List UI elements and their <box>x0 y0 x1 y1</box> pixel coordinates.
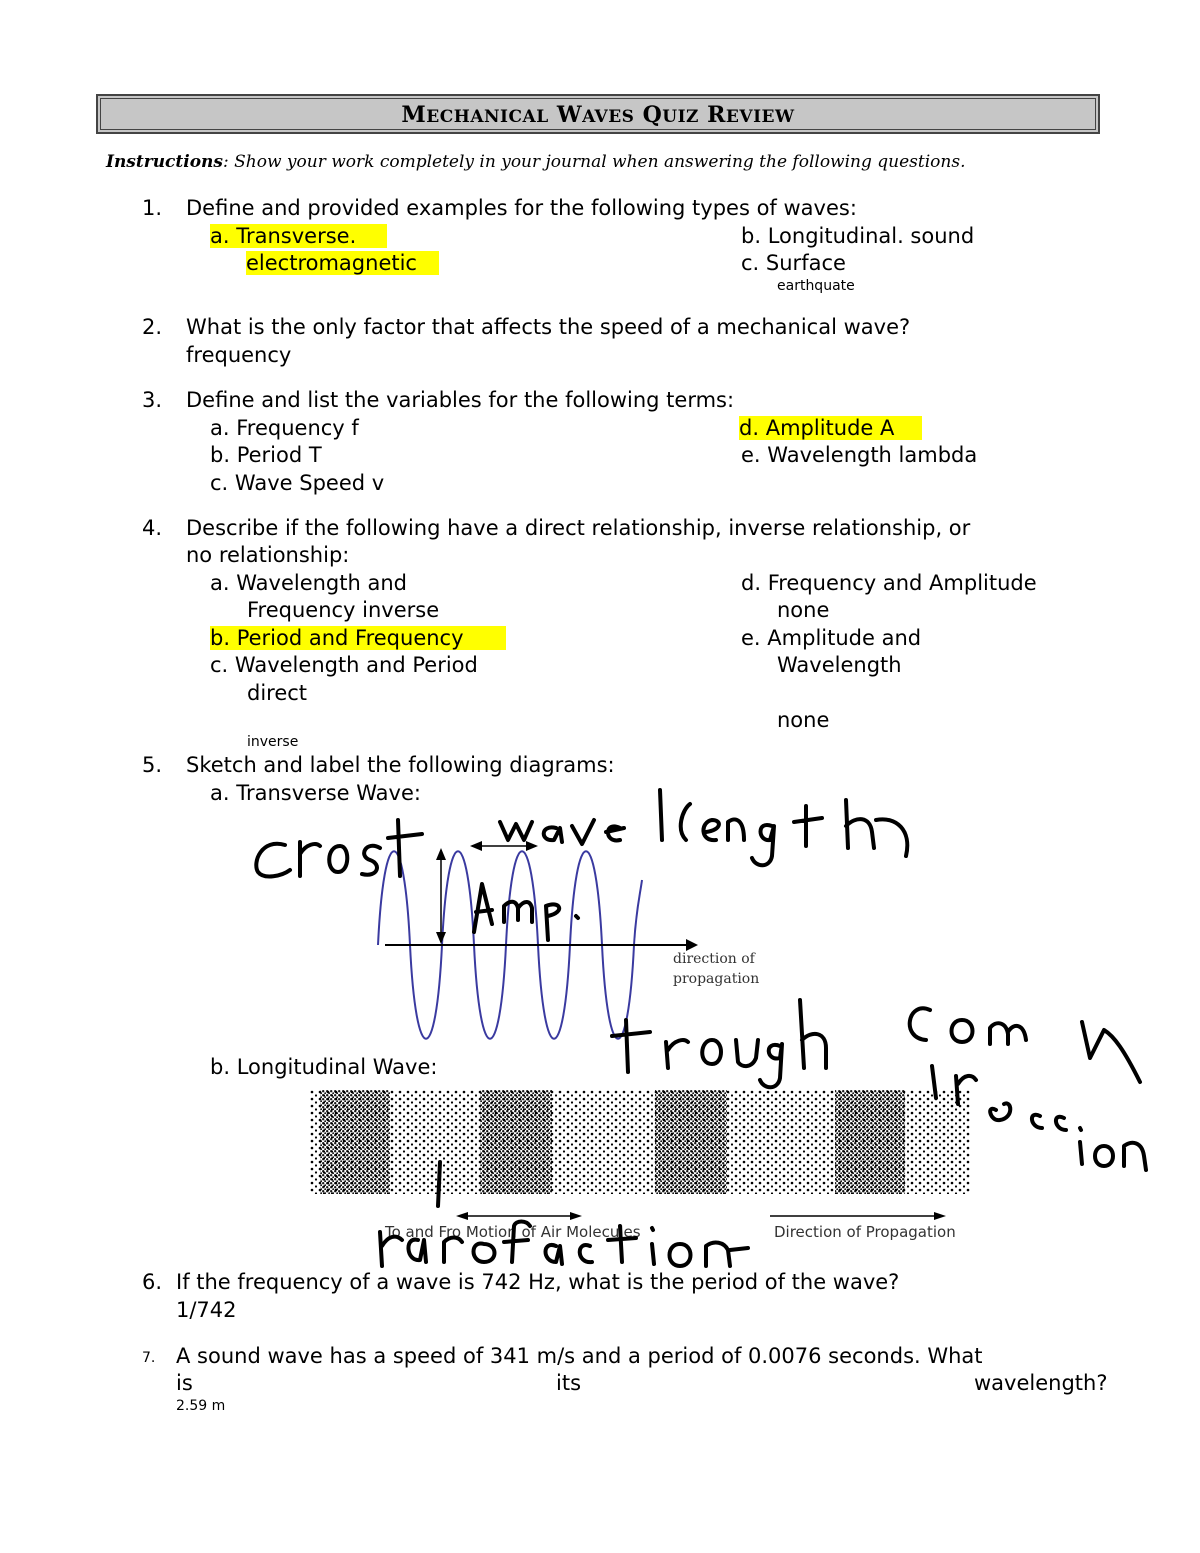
q6-number: 6. <box>142 1270 163 1294</box>
q3-a-text: Frequency f <box>236 416 359 440</box>
q4-e-answer: none <box>777 708 830 732</box>
q1-b-label: b. <box>741 224 762 248</box>
q4-d-label: d. <box>741 571 762 595</box>
q4-c-label: c. <box>210 653 229 677</box>
q1-a-label: a. <box>210 224 230 248</box>
propagation-caption: Direction of Propagation <box>774 1223 956 1241</box>
q4-e-label: e. <box>741 626 761 650</box>
q4-number: 4. <box>142 516 163 540</box>
q7-word-wavelength: wavelength? <box>974 1371 1108 1395</box>
q4-a-label: a. <box>210 571 230 595</box>
hw-rarefaction <box>380 1162 748 1266</box>
q6-text: If the frequency of a wave is 742 Hz, what is the period of the wave? <box>176 1270 900 1294</box>
q3-c-text: Wave Speed v <box>234 471 385 495</box>
hw-compression <box>910 1008 1146 1170</box>
q7-number: 7. <box>142 1350 156 1366</box>
instructions-text: : Show your work completely in your journal when answering the following questions. <box>222 152 966 172</box>
q4-b-text: Period and Frequency <box>236 626 464 650</box>
q5-text: Sketch and label the following diagrams: <box>186 753 615 777</box>
q4-text-2: no relationship: <box>186 543 350 567</box>
q3-e-text: Wavelength lambda <box>767 443 978 467</box>
page-title: MECHANICAL WAVES QUIZ REVIEW <box>401 102 795 128</box>
q5-b-label: b. <box>210 1055 231 1079</box>
instructions-label: Instructions <box>106 152 223 172</box>
q2-number: 2. <box>142 315 163 339</box>
q4-a-cont: Frequency inverse <box>247 598 440 622</box>
q1-text: Define and provided examples for the following types of waves: <box>186 196 857 220</box>
q1-a-text: Transverse. <box>236 224 357 248</box>
q4-d-text: Frequency and Amplitude <box>767 571 1037 595</box>
q2-text: What is the only factor that affects the speed of a mechanical wave? <box>186 315 911 339</box>
q1-a-cont: electromagnetic <box>246 251 439 275</box>
q4-c-cont: direct <box>247 681 308 705</box>
q3-b-text: Period T <box>236 443 322 467</box>
direction-label-1: direction of <box>673 951 755 967</box>
q1-c-note: earthquate <box>777 278 855 294</box>
q3-d-text: Amplitude A <box>765 416 895 440</box>
q3-a-label: a. <box>210 416 230 440</box>
q2-answer: frequency <box>186 343 292 367</box>
q7-text: A sound wave has a speed of 341 m/s and a period of 0.0076 seconds. What <box>176 1344 983 1368</box>
q5-number: 5. <box>142 753 163 777</box>
q3-c-label: c. <box>210 471 229 495</box>
q1-c-text: Surface <box>765 251 846 275</box>
q5-a-text: Transverse Wave: <box>236 781 421 805</box>
q6-answer: 1/742 <box>176 1298 237 1322</box>
q4-b-label: b. <box>210 626 231 650</box>
direction-label-2: propagation <box>673 971 760 987</box>
q4-text: Describe if the following have a direct relationship, inverse relationship, or <box>186 516 971 540</box>
q3-d-label: d. <box>739 416 760 440</box>
q7-word-its: its <box>556 1371 582 1395</box>
q4-d-cont: none <box>777 598 830 622</box>
q4-a-text: Wavelength and <box>236 571 407 595</box>
q4-e-cont: Wavelength <box>777 653 902 677</box>
q3-text: Define and list the variables for the following terms: <box>186 388 735 412</box>
q1-b-text: Longitudinal. sound <box>767 224 975 248</box>
to-fro-caption: To and Fro Motion of Air Molecules <box>385 1223 641 1241</box>
q4-c-text: Wavelength and Period <box>234 653 478 677</box>
q1-number: 1. <box>142 196 163 220</box>
q7-answer: 2.59 m <box>176 1398 226 1414</box>
q7-word-is: is <box>176 1371 193 1395</box>
q5-a-label: a. <box>210 781 230 805</box>
q3-b-label: b. <box>210 443 231 467</box>
q5-b-text: Longitudinal Wave: <box>236 1055 438 1079</box>
q1-c-label: c. <box>741 251 760 275</box>
q4-e-text: Amplitude and <box>767 626 922 650</box>
q4-c-note: inverse <box>247 734 299 750</box>
q3-number: 3. <box>142 388 163 412</box>
q3-e-label: e. <box>741 443 761 467</box>
